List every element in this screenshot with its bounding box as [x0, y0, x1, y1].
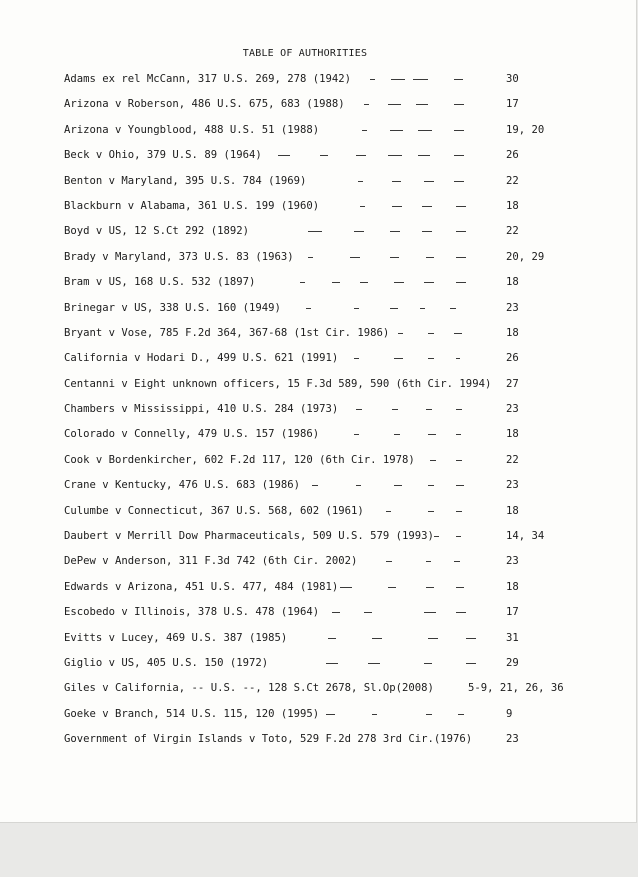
leader-dash: [424, 282, 434, 283]
page-title: TABLE OF AUTHORITIES: [242, 48, 368, 59]
leader-dash: [358, 181, 363, 182]
page-references: 9: [506, 707, 513, 720]
page-references: 18: [506, 326, 519, 339]
page-references: 20, 29: [506, 250, 545, 263]
leader-dash: [428, 358, 434, 359]
leader-dash: [456, 206, 466, 207]
leader-dash: [418, 155, 430, 156]
authority-entry: [64, 173, 584, 198]
leader-dash: [456, 231, 466, 232]
leader-dash: [391, 79, 405, 80]
leader-dash: [456, 612, 466, 613]
leader-dash: [456, 358, 460, 359]
leader-dash: [390, 130, 403, 131]
leader-dash: [434, 536, 439, 537]
leader-dash: [394, 282, 404, 283]
case-citation: Centanni v Eight unknown officers, 15 F.3d 589, 590 (6th Cir. 1994): [64, 377, 492, 390]
leader-dash: [328, 638, 336, 639]
case-citation: Blackburn v Alabama, 361 U.S. 199 (1960): [64, 199, 320, 212]
case-citation: Escobedo v Illinois, 378 U.S. 478 (1964): [64, 606, 320, 619]
authority-entry: [64, 325, 584, 350]
page-references: 17: [506, 98, 519, 111]
authority-entry: [64, 452, 584, 477]
leader-dash: [386, 511, 391, 512]
page-references: 18: [506, 504, 519, 517]
leader-dash: [458, 714, 464, 715]
leader-dash: [278, 155, 290, 156]
leader-dash: [420, 308, 425, 309]
leader-dash: [392, 181, 401, 182]
leader-dash: [424, 181, 434, 182]
leader-dash: [394, 358, 403, 359]
leader-dash: [388, 587, 396, 588]
authority-entry: [64, 376, 584, 401]
case-citation: Brinegar v US, 338 U.S. 160 (1949): [64, 301, 281, 314]
page-references: 14, 34: [506, 530, 545, 543]
leader-dash: [354, 434, 359, 435]
authority-entry: [64, 223, 584, 248]
leader-dash: [388, 155, 402, 156]
leader-dash: [354, 231, 364, 232]
page-references: 17: [506, 606, 519, 619]
leader-dash: [422, 206, 432, 207]
leader-dash: [362, 130, 367, 131]
leader-dash: [426, 561, 431, 562]
leader-dash: [428, 638, 438, 639]
leader-dash: [372, 638, 382, 639]
leader-dash: [390, 257, 399, 258]
authority-entry: [64, 122, 584, 147]
case-citation: Benton v Maryland, 395 U.S. 784 (1969): [64, 174, 307, 187]
leader-dash: [428, 434, 436, 435]
leader-dash: [413, 79, 428, 80]
page-references: 30: [506, 73, 519, 85]
authority-entry: [64, 731, 584, 756]
leader-dash: [456, 434, 461, 435]
case-citation: Chambers v Mississippi, 410 U.S. 284 (1973): [64, 403, 339, 416]
leader-dash: [370, 79, 375, 80]
leader-dash: [388, 104, 401, 105]
page-references: 18: [506, 199, 519, 212]
page-references: 19, 20: [506, 123, 545, 136]
authority-entry: [64, 579, 584, 604]
leader-dash: [456, 257, 466, 258]
page-references: 23: [506, 733, 519, 746]
page-references: 22: [506, 225, 519, 238]
leader-dash: [454, 333, 462, 334]
leader-dash: [466, 663, 476, 664]
page-references: 18: [506, 428, 519, 441]
leader-dash: [454, 561, 460, 562]
page-references: 5-9, 21, 26, 36: [468, 682, 564, 695]
leader-dash: [424, 663, 432, 664]
leader-dash: [466, 638, 476, 639]
case-citation: Giles v California, -- U.S. --, 128 S.Ct 2678, Sl.Op(2008): [64, 682, 434, 695]
leader-dash: [392, 409, 398, 410]
case-citation: Bram v US, 168 U.S. 532 (1897): [64, 276, 256, 289]
leader-dash: [456, 536, 461, 537]
page-references: 23: [506, 555, 519, 568]
leader-dash: [456, 511, 462, 512]
case-citation: Goeke v Branch, 514 U.S. 115, 120 (1995): [64, 707, 320, 720]
leader-dash: [454, 130, 464, 131]
leader-dash: [392, 206, 402, 207]
leader-dash: [424, 612, 436, 613]
authority-entry: [64, 401, 584, 426]
case-citation: DePew v Anderson, 311 F.3d 742 (6th Cir. 2002): [64, 555, 358, 568]
case-citation: Beck v Ohio, 379 U.S. 89 (1964): [64, 149, 262, 162]
authority-entry: [64, 553, 584, 578]
leader-dash: [422, 231, 432, 232]
case-citation: Government of Virgin Islands v Toto, 529 F.2d 278 3rd Cir.(1976): [64, 733, 473, 746]
leader-dash: [418, 130, 432, 131]
page-references: 23: [506, 301, 519, 314]
leader-dash: [430, 460, 436, 461]
leader-dash: [360, 206, 365, 207]
page-references: 22: [506, 453, 519, 466]
leader-dash: [372, 714, 377, 715]
leader-dash: [428, 511, 434, 512]
leader-dash: [356, 485, 361, 486]
case-citation: Adams ex rel McCann, 317 U.S. 269, 278 (1942): [64, 73, 352, 85]
leader-dash: [320, 155, 328, 156]
leader-dash: [306, 308, 311, 309]
leader-dash: [454, 181, 464, 182]
case-citation: Edwards v Arizona, 451 U.S. 477, 484 (1981): [64, 580, 339, 593]
leader-dash: [350, 257, 360, 258]
authority-entry: [64, 300, 584, 325]
leader-dash: [360, 282, 368, 283]
page-references: 26: [506, 149, 519, 162]
case-citation: Colorado v Connelly, 479 U.S. 157 (1986): [64, 428, 320, 441]
case-citation: Cook v Bordenkircher, 602 F.2d 117, 120 (6th Cir. 1978): [64, 453, 415, 466]
case-citation: Evitts v Lucey, 469 U.S. 387 (1985): [64, 631, 288, 644]
authority-entry: [64, 503, 584, 528]
leader-dash: [416, 104, 428, 105]
authority-entry: [64, 71, 584, 96]
authority-entry: [64, 147, 584, 172]
page-references: 22: [506, 174, 519, 187]
leader-dash: [394, 485, 402, 486]
page-references: 18: [506, 276, 519, 289]
leader-dash: [386, 561, 392, 562]
leader-dash: [454, 104, 464, 105]
leader-dash: [394, 434, 400, 435]
authority-entry: [64, 249, 584, 274]
leader-dash: [332, 282, 340, 283]
page-references: 31: [506, 631, 519, 644]
leader-dash: [426, 257, 434, 258]
case-citation: Boyd v US, 12 S.Ct 292 (1892): [64, 225, 249, 238]
leader-dash: [312, 485, 318, 486]
authority-entry: [64, 477, 584, 502]
leader-dash: [426, 587, 434, 588]
authority-entry: [64, 350, 584, 375]
case-citation: Arizona v Youngblood, 488 U.S. 51 (1988): [64, 123, 320, 136]
authorities-list: [64, 71, 584, 757]
case-citation: Culumbe v Connecticut, 367 U.S. 568, 602 (1961): [64, 504, 364, 517]
leader-dash: [326, 714, 335, 715]
page-references: 23: [506, 403, 519, 416]
authority-entry: [64, 198, 584, 223]
page-references: 29: [506, 656, 519, 669]
case-citation: Brady v Maryland, 373 U.S. 83 (1963): [64, 250, 294, 263]
leader-dash: [450, 308, 456, 309]
authority-entry: [64, 426, 584, 451]
leader-dash: [364, 104, 369, 105]
case-citation: California v Hodari D., 499 U.S. 621 (1991): [64, 352, 339, 365]
leader-dash: [390, 308, 398, 309]
leader-dash: [300, 282, 305, 283]
leader-dash: [308, 257, 313, 258]
leader-dash: [428, 485, 434, 486]
leader-dash: [340, 587, 352, 588]
leader-dash: [390, 231, 400, 232]
leader-dash: [428, 333, 434, 334]
authority-entry: [64, 655, 584, 680]
leader-dash: [354, 308, 359, 309]
authority-entry: [64, 274, 584, 299]
page-references: 18: [506, 580, 519, 593]
leader-dash: [326, 663, 338, 664]
case-citation: Arizona v Roberson, 486 U.S. 675, 683 (1988): [64, 98, 345, 111]
case-citation: Giglio v US, 405 U.S. 150 (1972): [64, 656, 269, 669]
leader-dash: [332, 612, 340, 613]
authority-entry: [64, 680, 584, 705]
page-references: 26: [506, 352, 519, 365]
leader-dash: [426, 714, 432, 715]
page-references: 23: [506, 479, 519, 492]
leader-dash: [368, 663, 380, 664]
leader-dash: [456, 485, 464, 486]
case-citation: Crane v Kentucky, 476 U.S. 683 (1986): [64, 479, 300, 492]
case-citation: Bryant v Vose, 785 F.2d 364, 367-68 (1st Cir. 1986): [64, 326, 390, 339]
leader-dash: [356, 409, 362, 410]
leader-dash: [364, 612, 372, 613]
leader-dash: [456, 282, 466, 283]
leader-dash: [354, 358, 359, 359]
leader-dash: [398, 333, 403, 334]
page-references: 27: [506, 377, 519, 390]
leader-dash: [454, 79, 463, 80]
leader-dash: [456, 460, 462, 461]
leader-dash: [356, 155, 366, 156]
authority-entry: [64, 528, 584, 553]
leader-dash: [308, 231, 322, 232]
authority-entry: [64, 630, 584, 655]
leader-dash: [454, 155, 464, 156]
authority-entry: [64, 96, 584, 121]
leader-dash: [456, 409, 462, 410]
authority-entry: [64, 604, 584, 629]
leader-dash: [456, 587, 464, 588]
authority-entry: [64, 706, 584, 731]
leader-dash: [426, 409, 432, 410]
case-citation: Daubert v Merrill Dow Pharmaceuticals, 509 U.S. 579 (1993): [64, 530, 434, 543]
